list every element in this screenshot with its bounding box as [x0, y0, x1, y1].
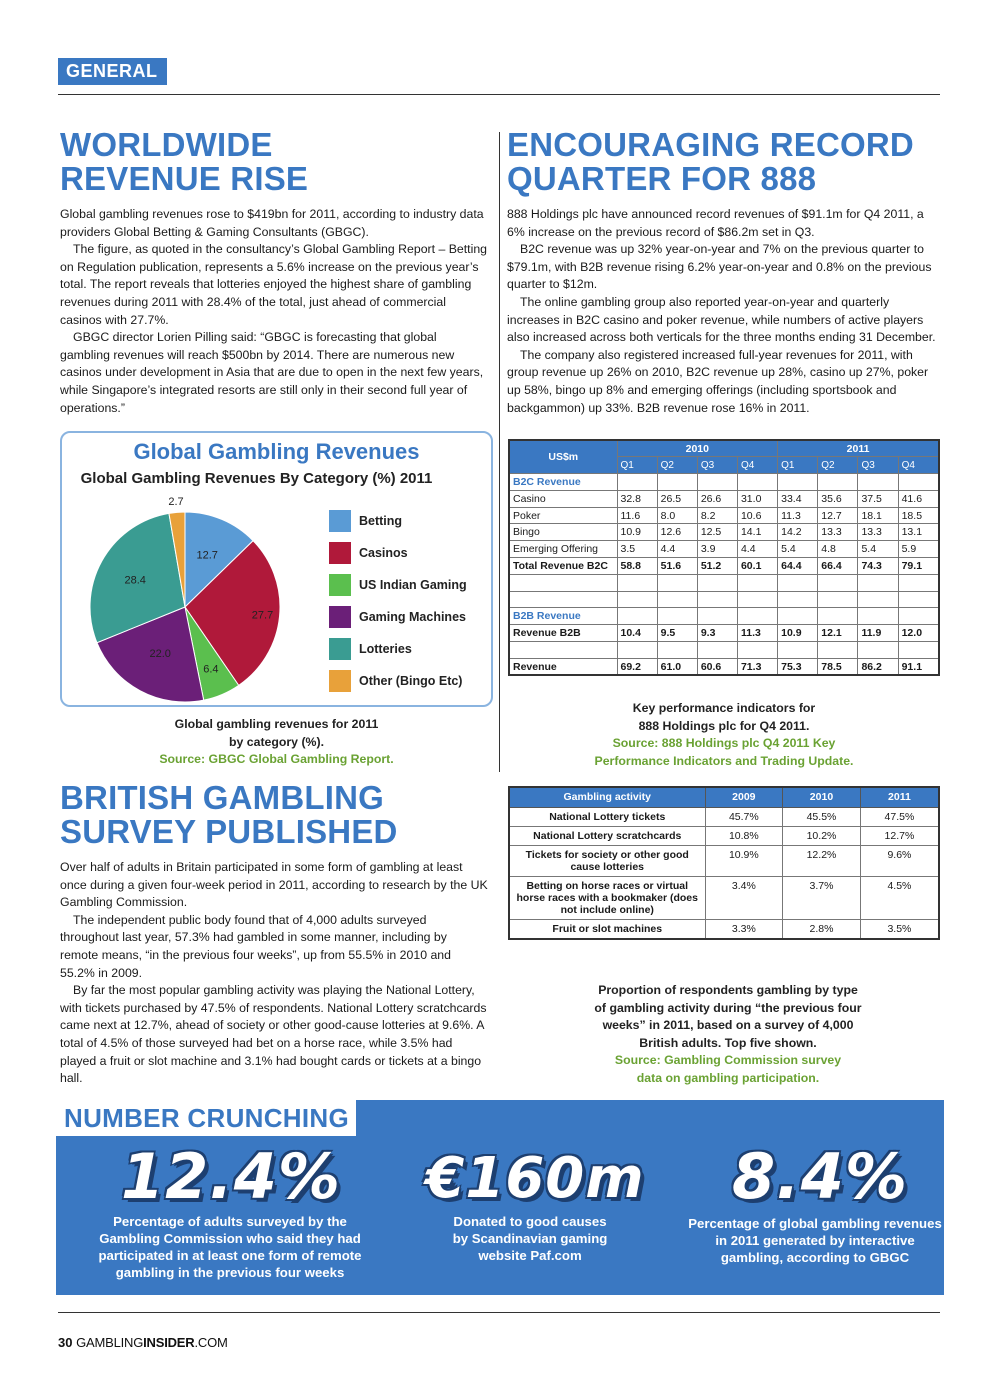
table-cell: 26.6 [697, 490, 737, 507]
b2b-section-label: B2B Revenue [509, 608, 617, 625]
table-cell: 2.8% [783, 919, 861, 939]
legend-swatch [329, 542, 351, 564]
b2c-section-label: B2C Revenue [509, 474, 617, 491]
table-cell: 71.3 [737, 658, 777, 675]
legend-item [329, 633, 467, 665]
table-row [509, 490, 939, 507]
legend-label: US Indian Gaming [359, 578, 467, 592]
pie-legend [329, 505, 467, 697]
table-cell: 10.6 [737, 507, 777, 524]
table-cell: 13.3 [818, 524, 858, 541]
bottom-rule [58, 1312, 940, 1313]
quarter-header: Q1 [617, 457, 657, 474]
quarter-header: Q1 [778, 457, 818, 474]
legend-item [329, 505, 467, 537]
column-header: 2010 [783, 787, 861, 807]
table-cell: 4.4 [657, 541, 697, 558]
table-cell: 14.2 [778, 524, 818, 541]
top-rule [58, 94, 940, 95]
table-cell: 12.0 [898, 625, 939, 642]
pie-data-label: 27.7 [251, 609, 274, 622]
table-cell: 32.8 [617, 490, 657, 507]
table-cell: 26.5 [657, 490, 697, 507]
pie-chart-box [60, 431, 493, 707]
pie-data-label: 22.0 [149, 648, 171, 661]
table-cell: 14.1 [737, 524, 777, 541]
row-label: Emerging Offering [509, 541, 617, 558]
article1-body: Global gambling revenues rose to $419bn for 2011, according to industry data providers Global Betting & Gaming Consultants (GBGC). The figure, as quoted in the consultancy’s Global Gambling Report – Betting on Regulation publication, represents a 5.6% increase on the previous year’s total. The report reveals that lotteries enjoyed the highest share of gambling revenues during 2011 with 28.4% of the total, just ahead of commercial casinos with 27.7%. GBGC director Lorien Pilling said: “GBGC is forecasting that global gambling revenues will reach $500bn by 2014. There are numerous new casinos under development in Asia that are due to open in the next few years, while Singapore’s integrated resorts are still only in their second full year of operations.” [60, 207, 488, 415]
year-header: 2010 [617, 440, 778, 457]
section-tag: GENERAL [58, 58, 167, 85]
b2b-label: Revenue B2B [509, 625, 617, 642]
table-cell: 5.9 [898, 541, 939, 558]
gambling-activity-table [508, 786, 940, 940]
table-cell: 12.7% [860, 826, 939, 845]
table-cell: 5.4 [858, 541, 898, 558]
table-cell: 9.3 [697, 625, 737, 642]
b2c-total-label: Total Revenue B2C [509, 558, 617, 575]
table-cell: 41.6 [898, 490, 939, 507]
table-cell: 47.5% [860, 807, 939, 826]
pie-source: Source: GBGC Global Gambling Report. [159, 752, 394, 767]
pie-data-label: 2.7 [168, 495, 184, 508]
pie-chart-title: Global Gambling Revenues [133, 439, 420, 464]
table-cell: 91.1 [898, 658, 939, 675]
legend-item [329, 665, 467, 697]
table-cell: 12.5 [697, 524, 737, 541]
table-row [509, 507, 939, 524]
legend-item [329, 537, 467, 569]
table-cell: 64.4 [778, 558, 818, 575]
legend-label: Casinos [359, 546, 408, 560]
legend-label: Betting [359, 514, 403, 528]
table-cell: 18.1 [858, 507, 898, 524]
page-footer [58, 1335, 228, 1350]
table-cell: 10.9 [617, 524, 657, 541]
table-cell: 3.9 [697, 541, 737, 558]
table-cell: 5.4 [778, 541, 818, 558]
article3-body: Over half of adults in Britain participated in some form of gambling at least once during a given four-week period in 2011, according to research by the UK Gambling Commission. The independent public body found that of 4,000 adults surveyed throughout last year, 57.3% had gambled in some manner, including by remote means, “in the previous four weeks”, up from 55.5% in 2010 and 55.2% in 2009. By far the most popular gambling activity was playing the National Lottery, with tickets purchased by 47.5% of respondents. National Lottery scratchcards came next at 12.7%, ahead of society or other good-cause lotteries at 9.6%. A total of 4.5% of those surveyed had bet on a horse race, while 3.5% had played a fruit or slot machine and 3.1% had bought cards or tickets at a bingo hall. [60, 860, 488, 1086]
legend-swatch [329, 606, 351, 628]
pie-data-label: 12.7 [196, 549, 218, 562]
pie-chart [88, 495, 308, 703]
table-cell: 45.7% [705, 807, 783, 826]
page-number: 30 [58, 1335, 73, 1350]
table-cell: 33.4 [778, 490, 818, 507]
activity-label: National Lottery tickets [509, 807, 705, 826]
table-cell: 12.1 [818, 625, 858, 642]
activity-label: Tickets for society or other good cause lotteries [509, 845, 705, 876]
article2-body: 888 Holdings plc have announced record revenues of $91.1m for Q4 2011, a 6% increase on the previous record of $86.2m set in Q3. B2C revenue was up 32% year-on-year and 7% on the previous quarter to $79.1m, with B2B revenue rising 6.2% year-on-year and 0.8% on the previous quarter to $12m. The online gambling group also reported year-on-year and quarterly increases in B2C casino and poker revenue, while numbers of active players also increased across both verticals for the three months ending 31 December. The company also registered increased full-year revenues for 2011, with group revenue up 26% on 2010, B2C revenue up 28%, casino up 27%, poker up 58%, bingo up 8% and emerging offerings (including sportsbook and backgammon) up 33%. B2B revenue rose 16% in 2011. [507, 207, 936, 415]
legend-item [329, 569, 467, 601]
table-cell: 79.1 [898, 558, 939, 575]
activity-source: Source: Gambling Commission survey [614, 1053, 842, 1068]
column-header: 2009 [705, 787, 783, 807]
number-crunching-title: NUMBER CRUNCHING [64, 1103, 350, 1133]
column-header: 2011 [860, 787, 939, 807]
table-cell: 10.2% [783, 826, 861, 845]
quarter-header: Q3 [858, 457, 898, 474]
table-cell: 10.8% [705, 826, 783, 845]
table-cell: 12.6 [657, 524, 697, 541]
stat-description: Percentage of global gambling revenues in 2011 generated by interactive gambling, according to GBGC [688, 1216, 942, 1265]
year-header: 2011 [778, 440, 939, 457]
table-row [509, 524, 939, 541]
table-row [509, 807, 939, 826]
table-cell: 37.5 [858, 490, 898, 507]
column-divider [499, 132, 500, 772]
table-cell: 31.0 [737, 490, 777, 507]
activity-label: Fruit or slot machines [509, 919, 705, 939]
legend-label: Lotteries [359, 642, 412, 656]
table-cell: 8.2 [697, 507, 737, 524]
table-cell: 11.6 [617, 507, 657, 524]
quarter-header: Q3 [697, 457, 737, 474]
column-header: Gambling activity [509, 787, 705, 807]
table-row [509, 876, 939, 919]
table-cell: 12.2% [783, 845, 861, 876]
table-cell: 4.4 [737, 541, 777, 558]
article1-headline: WORLDWIDE REVENUE RISE [60, 126, 309, 197]
kpi-table-888 [508, 439, 940, 676]
stat-figure: 12.4% [120, 1140, 342, 1213]
unit-header: US$m [509, 440, 617, 474]
table-cell: 3.5% [860, 919, 939, 939]
table-cell: 51.2 [697, 558, 737, 575]
table-cell: 4.8 [818, 541, 858, 558]
table-cell: 69.2 [617, 658, 657, 675]
table-cell: 35.6 [818, 490, 858, 507]
legend-swatch [329, 510, 351, 532]
table-cell: 75.3 [778, 658, 818, 675]
table-cell: 13.3 [858, 524, 898, 541]
table-cell: 58.8 [617, 558, 657, 575]
table-cell: 3.7% [783, 876, 861, 919]
table-cell: 10.9 [778, 625, 818, 642]
legend-label: Other (Bingo Etc) [359, 674, 463, 688]
pie-caption: Global gambling revenues for 2011 by category (%). Source: GBGC Global Gambling Report. [60, 716, 493, 769]
table-cell: 4.5% [860, 876, 939, 919]
legend-swatch [329, 574, 351, 596]
table-cell: 12.7 [818, 507, 858, 524]
table-cell: 86.2 [858, 658, 898, 675]
stat-description: Donated to good causes by Scandinavian gaming website Paf.com [452, 1214, 608, 1263]
table-cell: 74.3 [858, 558, 898, 575]
table-cell: 10.4 [617, 625, 657, 642]
quarter-header: Q2 [818, 457, 858, 474]
revenue-total-label: Revenue [509, 658, 617, 675]
pie-chart-subtitle: Global Gambling Revenues By Category (%) 2011 [80, 470, 433, 487]
table-cell: 11.3 [737, 625, 777, 642]
pie-data-label: 6.4 [203, 663, 219, 676]
table-cell: 60.1 [737, 558, 777, 575]
pie-data-label: 28.4 [124, 574, 146, 587]
legend-swatch [329, 638, 351, 660]
table-row [509, 845, 939, 876]
quarter-header: Q2 [657, 457, 697, 474]
table-cell: 9.5 [657, 625, 697, 642]
table-cell: 13.1 [898, 524, 939, 541]
activity-label: National Lottery scratchcards [509, 826, 705, 845]
legend-item [329, 601, 467, 633]
table-cell: 11.9 [858, 625, 898, 642]
activity-label: Betting on horse races or virtual horse races with a bookmaker (does not include online) [509, 876, 705, 919]
table-cell: 45.5% [783, 807, 861, 826]
stat-figure: €160m [425, 1146, 645, 1211]
article3-headline: BRITISH GAMBLING SURVEY PUBLISHED [60, 779, 398, 850]
stat-figure: 8.4% [732, 1140, 908, 1213]
table-cell: 10.9% [705, 845, 783, 876]
table-cell: 8.0 [657, 507, 697, 524]
table-row [509, 826, 939, 845]
table-cell: 66.4 [818, 558, 858, 575]
table-cell: 3.4% [705, 876, 783, 919]
kpi-caption: Key performance indicators for 888 Holdings plc for Q4 2011. Source: 888 Holdings plc Q4 2011 Key Performance Indicators and Trading Update. [508, 700, 940, 770]
row-label: Casino [509, 490, 617, 507]
table-cell: 78.5 [818, 658, 858, 675]
row-label: Poker [509, 507, 617, 524]
table-cell: 18.5 [898, 507, 939, 524]
table-cell: 61.0 [657, 658, 697, 675]
legend-swatch [329, 670, 351, 692]
table-cell: 3.3% [705, 919, 783, 939]
article2-headline: ENCOURAGING RECORD QUARTER FOR 888 [507, 126, 914, 197]
stat-description: Percentage of adults surveyed by the Gambling Commission who said they had participated in at least one form of remote gambling in the previous four weeks [98, 1214, 362, 1280]
table-cell: 51.6 [657, 558, 697, 575]
table-row [509, 541, 939, 558]
kpi-source: Source: 888 Holdings plc Q4 2011 Key [612, 736, 836, 751]
row-label: Bingo [509, 524, 617, 541]
quarter-header: Q4 [737, 457, 777, 474]
table-cell: 60.6 [697, 658, 737, 675]
quarter-header: Q4 [898, 457, 939, 474]
legend-label: Gaming Machines [359, 610, 466, 624]
table-cell: 11.3 [778, 507, 818, 524]
table-cell: 9.6% [860, 845, 939, 876]
table-row [509, 919, 939, 939]
table-cell: 3.5 [617, 541, 657, 558]
activity-caption: Proportion of respondents gambling by type of gambling activity during “the previous four weeks” in 2011, based on a survey of 4,000 British adults. Top five shown. Source: Gambling Commission survey data on gambling participation. [578, 982, 878, 1088]
publication-name: GAMBLINGINSIDER.COM [76, 1335, 228, 1350]
